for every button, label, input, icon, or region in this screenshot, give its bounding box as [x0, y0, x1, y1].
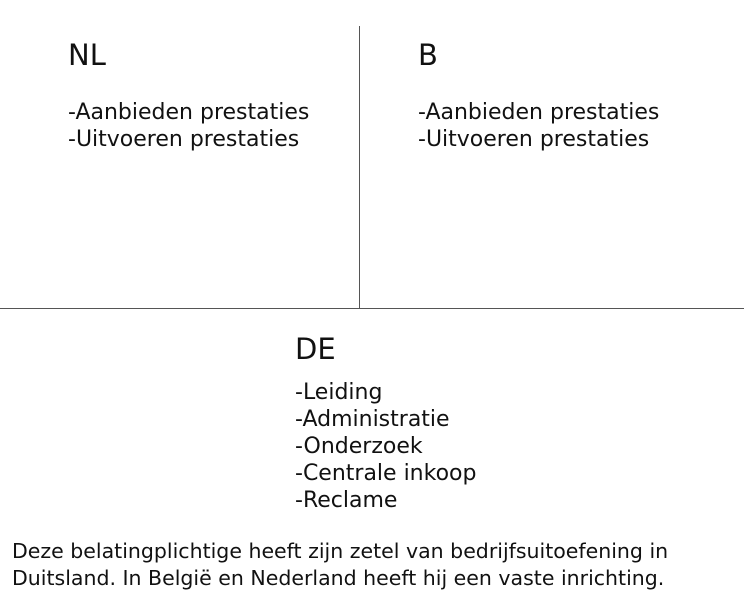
- activity-item: -Leiding: [295, 380, 383, 405]
- caption-line-2: Duitsland. In België en Nederland heeft hij een vaste inrichting.: [12, 566, 665, 590]
- activity-item: -Administratie: [295, 407, 450, 432]
- region-title-de: DE: [295, 332, 336, 366]
- caption-line-1: Deze belatingplichtige heeft zijn zetel van bedrijfsuitoefening in: [12, 539, 669, 563]
- region-b: [418, 38, 659, 153]
- activity-item: -Aanbieden prestaties: [418, 100, 660, 125]
- activity-list-de: [295, 379, 476, 514]
- activity-item: -Uitvoeren prestaties: [418, 127, 650, 152]
- region-title-nl: NL: [68, 38, 106, 72]
- vertical-divider: [359, 26, 360, 308]
- region-nl: [68, 38, 309, 153]
- region-de: [295, 332, 476, 514]
- activity-item: -Uitvoeren prestaties: [68, 127, 300, 152]
- caption: [12, 538, 737, 592]
- region-title-b: B: [418, 38, 438, 72]
- activity-list-b: [418, 99, 659, 153]
- activity-item: -Reclame: [295, 488, 398, 513]
- horizontal-divider: [0, 308, 744, 309]
- activity-item: -Centrale inkoop: [295, 461, 477, 486]
- activity-item: -Onderzoek: [295, 434, 423, 459]
- activity-list-nl: [68, 99, 309, 153]
- activity-item: -Aanbieden prestaties: [68, 100, 310, 125]
